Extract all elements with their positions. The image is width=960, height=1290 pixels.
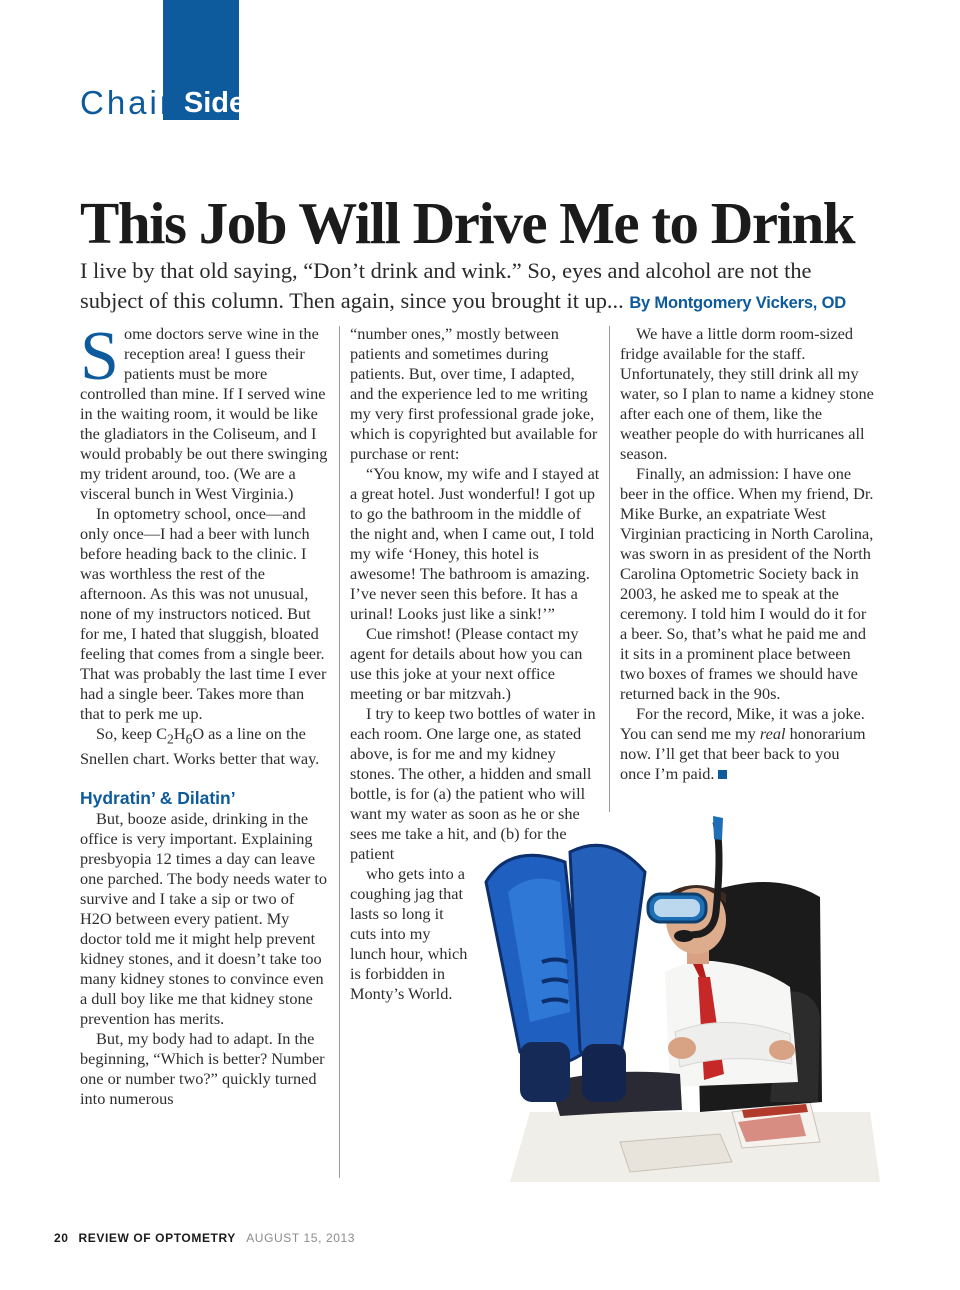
section-label bbox=[80, 86, 249, 120]
column-divider-1 bbox=[339, 326, 340, 1178]
page-number: 20 bbox=[54, 1231, 69, 1245]
subhead: Hydratin’ & Dilatin’ bbox=[80, 788, 236, 809]
paragraph: “You know, my wife and I stayed at a great hotel. Just wonderful! I got up to go the bathroom in the middle of the night and, when I came out, I told my wife ‘Honey, this hotel is awesome! The bathroom is amazing. I’ve never seen this before. It has a urinal! Looks just like a sink!’” bbox=[350, 464, 600, 623]
paragraph: We have a little dorm room-sized fridge available for the staff. Unfortunately, they still drink all my water, so I plan to name a kidney stone after each one of them, like the weather people do with hurricanes all season. bbox=[620, 324, 874, 463]
headline: This Job Will Drive Me to Drink bbox=[80, 190, 855, 256]
article-column-1 bbox=[80, 318, 330, 1109]
text-run: H bbox=[173, 724, 186, 743]
article-column-3 bbox=[620, 324, 874, 784]
text-run: O as a line on the Snellen chart. Works better that way. bbox=[80, 724, 320, 769]
paragraph bbox=[80, 724, 330, 769]
paragraph-text: I try to keep two bottles of water in each room. One large one, as stated above, is for me and my kidney stones. The other, a hidden and small bottle, is for (a) the patient who will want my water as soon as he or she sees me take a hit, and (b) for the patient bbox=[350, 704, 596, 863]
byline: By Montgomery Vickers, OD bbox=[629, 294, 846, 312]
paragraph bbox=[80, 318, 330, 504]
deck bbox=[80, 256, 880, 318]
paragraph: In optometry school, once—and only once—I had a beer with lunch before heading back to the clinic. I was worthless the rest of the afternoon. As this was not unusual, none of my instructors noticed. But for me, I hated that sluggish, bloated feeling that comes from a single beer. That was probably the last time I ever had a single beer. Takes more than that to perk me up. bbox=[80, 504, 327, 723]
paragraph-text: ome doctors serve wine in the reception area! I guess their patients must be more controlled than mine. If I served wine in the waiting room, it would be like the gladiators in the Coliseum, and I would probably be out there swinging my trident around, too. (We are a visceral bunch in West Virginia.) bbox=[80, 324, 328, 503]
end-mark-icon bbox=[718, 770, 727, 779]
paragraph bbox=[620, 704, 874, 784]
magazine-name: REVIEW OF OPTOMETRY bbox=[78, 1231, 236, 1245]
man-with-snorkel-and-flippers-photo bbox=[470, 812, 880, 1182]
column-divider-2 bbox=[609, 326, 610, 812]
paragraph: “number ones,” mostly between patients and sometimes during patients. But, over time, I adapted, and the experience led to me writing my very first professional grade joke, which is copyrighted but available for purchase or rent: bbox=[350, 324, 598, 463]
paragraph-text-wrapped: who gets into a coughing jag that lasts so long it cuts into my lunch hour, which is forbidden in Monty’s World. bbox=[350, 864, 468, 1003]
text-run: For the record, Mike, it was a joke. You can send me my bbox=[620, 704, 865, 743]
page-footer bbox=[54, 1231, 355, 1245]
deck-text: I live by that old saying, “Don’t drink and wink.” So, eyes and alcohol are not the subject of this column. Then again, since you brought it up... bbox=[80, 258, 812, 313]
text-run: honorarium now. I’ll get that beer back to you once I’m paid. bbox=[620, 724, 866, 783]
issue-date: AUGUST 15, 2013 bbox=[246, 1231, 356, 1245]
paragraph: Finally, an admission: I have one beer in the office. When my friend, Dr. Mike Burke, an expatriate West Virginian practicing in North Carolina, was sworn in as president of the North Carolina Optometric Society back in 2003, he asked me to speak at the ceremony. I told him I would do it for a beer. So, that’s what he paid me and it sits in a prominent place between two boxes of frames we should have returned back in the 90s. bbox=[620, 464, 874, 703]
paragraph: But, booze aside, drinking in the office is very important. Explaining presbyopia 12 times a day can leave one parched. The body needs water to survive and I take a sip or two of H2O between every patient. My doctor told me it might help prevent kidney stones, and it doesn’t take too many kidney stones to convince even a dull boy like me that kidney stone prevention has merits. bbox=[80, 809, 327, 1029]
section-label-chair: Chair bbox=[80, 84, 174, 121]
section-label-side: Side bbox=[183, 87, 246, 119]
subscript: 6 bbox=[185, 731, 193, 747]
emphasis: real bbox=[759, 724, 786, 743]
paragraph: But, my body had to adapt. In the beginning, “Which is better? Number one or number two?” quickly turned into numerous bbox=[80, 1029, 325, 1109]
paragraph: Cue rimshot! (Please contact my agent for details about how you can use this joke at your next office meeting or bar mitzvah.) bbox=[350, 624, 583, 703]
subscript: 2 bbox=[167, 731, 174, 747]
text-run: So, keep C bbox=[96, 724, 167, 743]
drop-cap: S bbox=[80, 318, 119, 395]
